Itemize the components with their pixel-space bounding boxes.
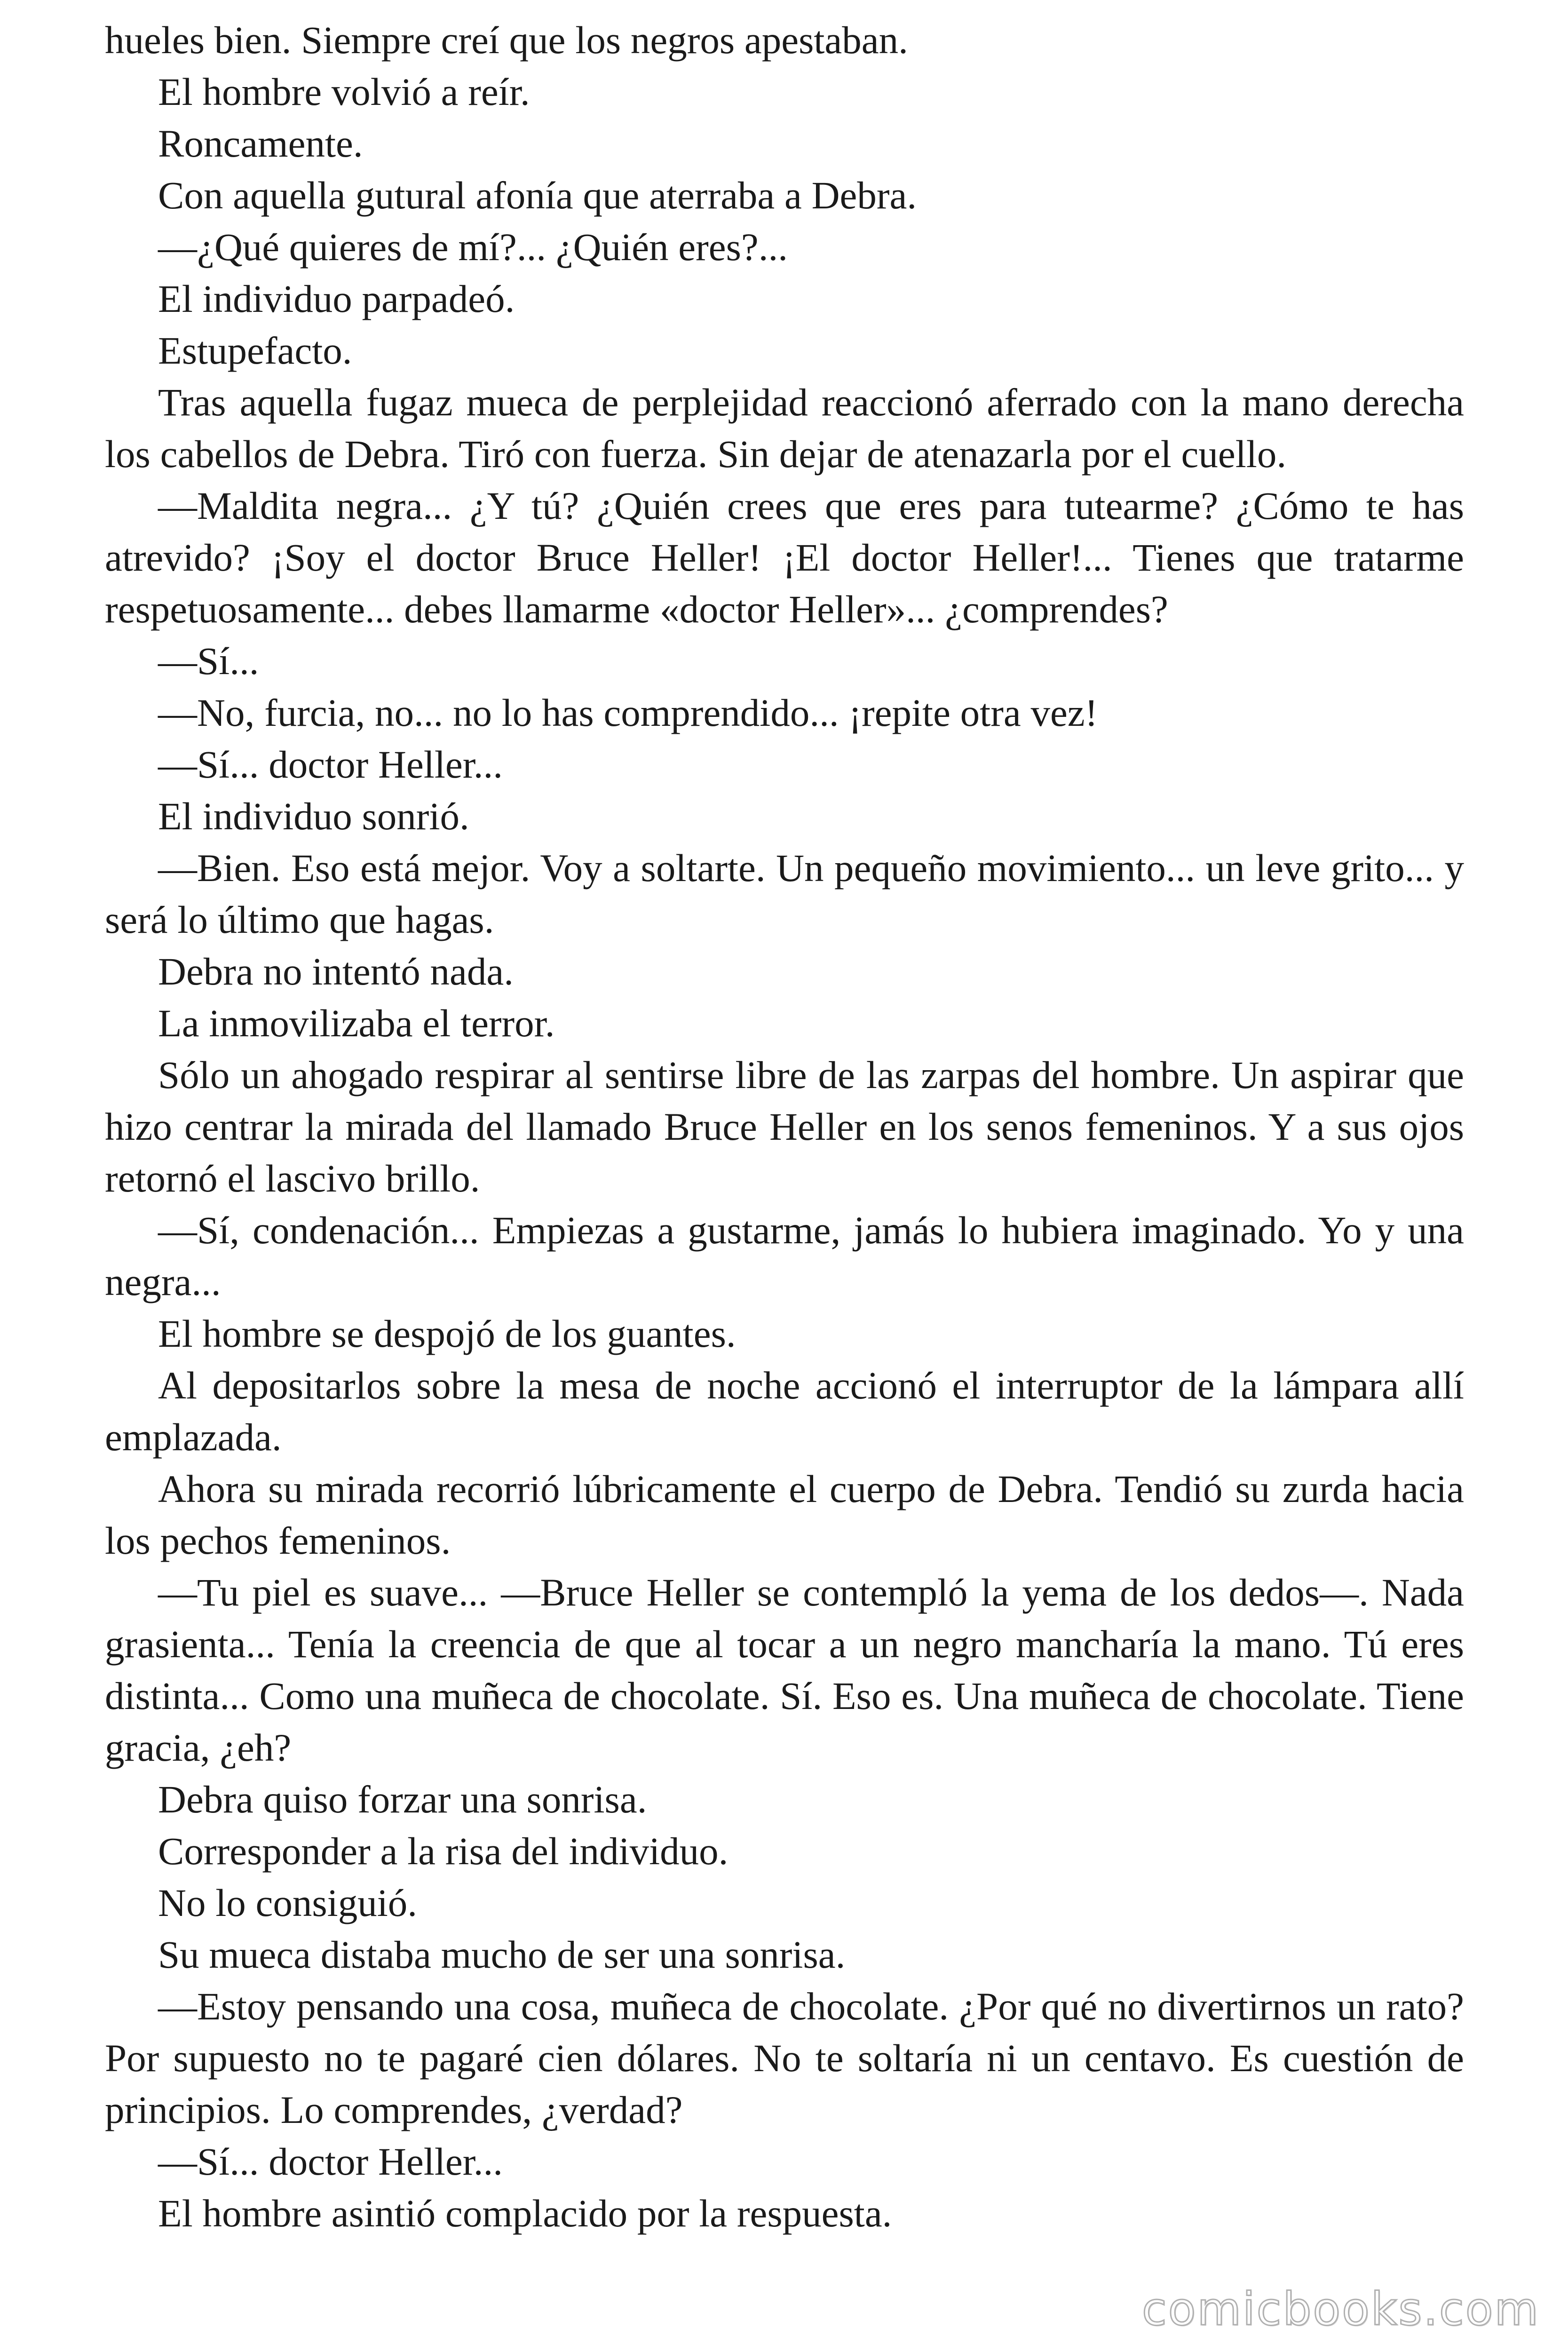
paragraph: La inmovilizaba el terror.	[158, 1001, 555, 1045]
paragraph: El hombre volvió a reír.	[158, 70, 530, 113]
paragraph: Debra quiso forzar una sonrisa.	[158, 1778, 647, 1821]
paragraph: No lo consiguió.	[158, 1881, 418, 1924]
paragraph: Ahora su mirada recorrió lúbricamente el cuerpo de Debra. Tendió su zurda hacia los pechos femeninos.	[105, 1467, 1464, 1562]
paragraph: —Sí, condenación... Empiezas a gustarme, jamás lo hubiera imaginado. Yo y una negra...	[105, 1208, 1464, 1303]
paragraph: —Sí... doctor Heller...	[158, 2140, 503, 2183]
paragraph: Al depositarlos sobre la mesa de noche accionó el interruptor de la lámpara allí emplazada.	[105, 1364, 1464, 1459]
paragraph: El hombre asintió complacido por la respuesta.	[158, 2192, 892, 2235]
watermark: comicbooks.com	[1141, 2283, 1540, 2336]
paragraph: Estupefacto.	[158, 329, 352, 372]
paragraph: —Sí...	[158, 639, 259, 683]
paragraph: Roncamente.	[158, 122, 363, 165]
paragraph: —No, furcia, no... no lo has comprendido... ¡repite otra vez!	[158, 691, 1098, 734]
paragraph: Sólo un ahogado respirar al sentirse libre de las zarpas del hombre. Un aspirar que hizo centrar la mirada del llamado Bruce Heller en los senos femeninos. Y a sus ojos retornó el lascivo brillo.	[105, 1053, 1464, 1200]
paragraph: Tras aquella fugaz mueca de perplejidad reaccionó aferrado con la mano derecha los cabellos de Debra. Tiró con fuerza. Sin dejar de atenazarla por el cuello.	[105, 381, 1464, 476]
paragraph: Debra no intentó nada.	[158, 950, 514, 993]
paragraph: hueles bien. Siempre creí que los negros apestaban.	[105, 18, 908, 62]
paragraph: El individuo sonrió.	[158, 795, 469, 838]
paragraph: —¿Qué quieres de mí?... ¿Quién eres?...	[158, 225, 788, 269]
paragraph: —Tu piel es suave... —Bruce Heller se contempló la yema de los dedos—. Nada grasienta... Tenía la creencia de que al tocar a un negro mancharía la mano. Tú eres distinta... Como una muñeca de chocolate. Sí. Eso es. Una muñeca de chocolate. Tiene gracia, ¿eh?	[105, 1571, 1464, 1769]
paragraph: —Maldita negra... ¿Y tú? ¿Quién crees que eres para tutearme? ¿Cómo te has atrevido? ¡Soy el doctor Bruce Heller! ¡El doctor Heller!... Tienes que tratarme respetuosamente... debes llamarme «doctor Heller»... ¿comprendes?	[105, 484, 1464, 631]
paragraph: El individuo parpadeó.	[158, 277, 515, 320]
paragraph: Con aquella gutural afonía que aterraba a Debra.	[158, 174, 917, 217]
paragraph: —Bien. Eso está mejor. Voy a soltarte. Un pequeño movimiento... un leve grito... y será lo último que hagas.	[105, 846, 1464, 941]
paragraph: Corresponder a la risa del individuo.	[158, 1829, 729, 1873]
paragraph: Su mueca distaba mucho de ser una sonrisa.	[158, 1933, 846, 1976]
paragraph: El hombre se despojó de los guantes.	[158, 1312, 736, 1355]
paragraph: —Sí... doctor Heller...	[158, 743, 503, 786]
paragraph: —Estoy pensando una cosa, muñeca de chocolate. ¿Por qué no divertirnos un rato? Por supuesto no te pagaré cien dólares. No te soltaría ni un centavo. Es cuestión de principios. Lo comprendes, ¿verdad?	[105, 1985, 1464, 2131]
body-text	[105, 14, 1464, 2239]
